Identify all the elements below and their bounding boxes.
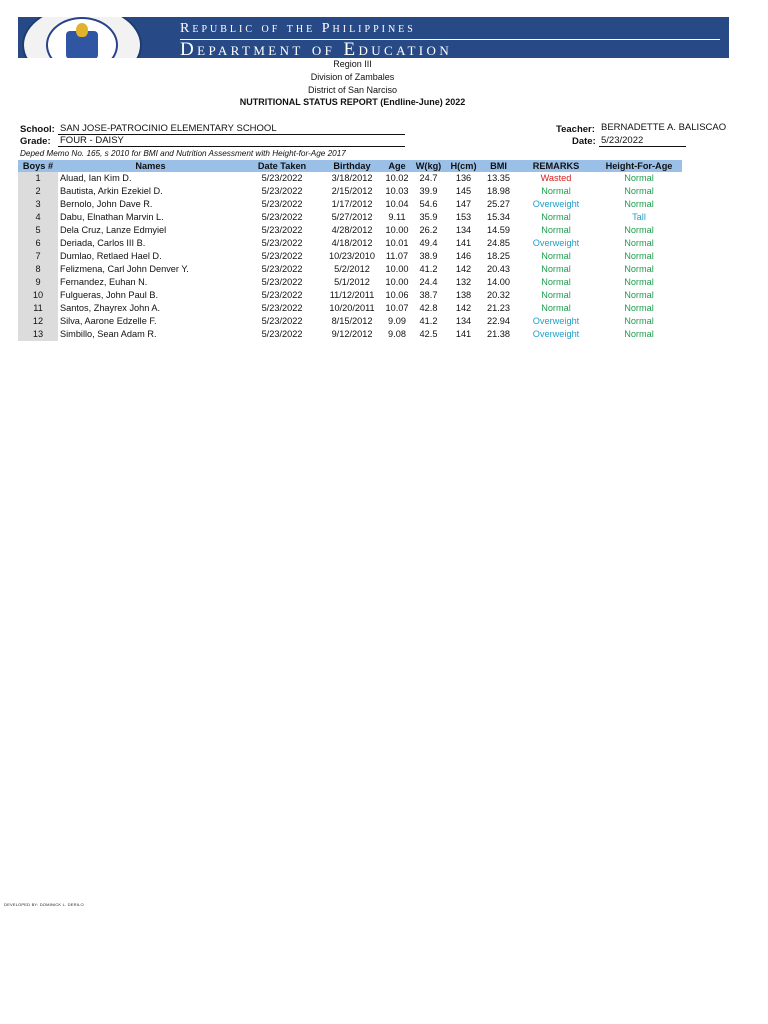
age-cell: 10.06 — [385, 290, 409, 300]
table-row — [18, 276, 682, 289]
birthday-cell: 1/17/2012 — [331, 199, 373, 209]
height-for-age-cell: Normal — [624, 277, 654, 287]
student-name-cell: Fulgueras, John Paul B. — [60, 290, 159, 300]
grade-value: FOUR - DAISY — [60, 135, 124, 146]
height-for-age-cell: Normal — [624, 173, 654, 183]
remarks-cell: Normal — [541, 290, 571, 300]
table-row — [18, 263, 682, 276]
remarks-cell: Normal — [541, 251, 571, 261]
deped-banner — [18, 17, 729, 58]
nutrition-table — [18, 160, 682, 341]
height-cell: 142 — [455, 264, 472, 274]
col-header: REMARKS — [516, 160, 596, 172]
weight-cell: 38.9 — [419, 251, 438, 261]
date-taken-cell: 5/23/2022 — [261, 186, 303, 196]
district-text: District of San Narciso — [307, 85, 398, 95]
height-cell: 134 — [455, 225, 472, 235]
date-taken-cell: 5/23/2022 — [261, 329, 303, 339]
date-taken-cell: 5/23/2022 — [261, 303, 303, 313]
height-cell: 141 — [455, 238, 472, 248]
weight-cell: 39.9 — [419, 186, 438, 196]
region-text: Region III — [333, 59, 372, 69]
grade-label: Grade: — [20, 136, 51, 147]
date-taken-cell: 5/23/2022 — [261, 290, 303, 300]
remarks-cell: Normal — [541, 277, 571, 287]
remarks-cell: Overweight — [532, 199, 580, 209]
teacher-value: BERNADETTE A. BALISCAO — [601, 122, 727, 133]
birthday-cell: 10/23/2010 — [329, 251, 375, 261]
boy-number-cell: 11 — [18, 302, 58, 315]
bmi-cell: 25.27 — [487, 199, 510, 209]
height-for-age-cell: Normal — [624, 238, 654, 248]
weight-cell: 35.9 — [419, 212, 438, 222]
birthday-cell: 5/27/2012 — [331, 212, 373, 222]
student-name-cell: Dabu, Elnathan Marvin L. — [60, 212, 164, 222]
date-taken-cell: 5/23/2022 — [261, 251, 303, 261]
height-cell: 141 — [455, 329, 472, 339]
col-header: Birthday — [321, 160, 383, 172]
weight-cell: 24.7 — [419, 173, 438, 183]
table-row — [18, 172, 682, 185]
height-for-age-cell: Normal — [624, 199, 654, 209]
weight-cell: 49.4 — [419, 238, 438, 248]
grade-underline — [58, 146, 405, 147]
col-header: BMI — [481, 160, 516, 172]
boy-number-cell: 13 — [18, 328, 58, 341]
student-name-cell: Dela Cruz, Lanze Edmyiel — [60, 225, 167, 235]
date-taken-cell: 5/23/2022 — [261, 225, 303, 235]
birthday-cell: 9/12/2012 — [331, 329, 373, 339]
bmi-cell: 13.35 — [487, 173, 510, 183]
height-for-age-cell: Normal — [624, 225, 654, 235]
date-taken-cell: 5/23/2022 — [261, 199, 303, 209]
boy-number-cell: 5 — [18, 224, 58, 237]
bmi-cell: 20.32 — [487, 290, 510, 300]
bmi-cell: 15.34 — [487, 212, 510, 222]
height-for-age-cell: Normal — [624, 264, 654, 274]
height-for-age-cell: Normal — [624, 303, 654, 313]
table-row — [18, 250, 682, 263]
date-taken-cell: 5/23/2022 — [261, 212, 303, 222]
age-cell: 10.00 — [385, 225, 409, 235]
date-taken-cell: 5/23/2022 — [261, 264, 303, 274]
date-taken-cell: 5/23/2022 — [261, 238, 303, 248]
banner-republic-text: Republic of the Philippines — [180, 21, 416, 36]
bmi-cell: 18.98 — [487, 186, 510, 196]
remarks-cell: Overweight — [532, 329, 580, 339]
boy-number-cell: 9 — [18, 276, 58, 289]
remarks-cell: Normal — [541, 225, 571, 235]
col-header: Height-For-Age — [596, 160, 682, 172]
student-name-cell: Santos, Zhayrex John A. — [60, 303, 161, 313]
bmi-cell: 24.85 — [487, 238, 510, 248]
height-cell: 134 — [455, 316, 472, 326]
bmi-cell: 14.00 — [487, 277, 510, 287]
table-row — [18, 289, 682, 302]
height-for-age-cell: Normal — [624, 329, 654, 339]
height-cell: 136 — [455, 173, 472, 183]
remarks-cell: Normal — [541, 212, 571, 222]
birthday-cell: 10/20/2011 — [329, 303, 375, 313]
height-cell: 145 — [455, 186, 472, 196]
weight-cell: 42.8 — [419, 303, 438, 313]
boy-number-cell: 8 — [18, 263, 58, 276]
age-cell: 9.08 — [388, 329, 406, 339]
birthday-cell: 3/18/2012 — [331, 173, 373, 183]
student-name-cell: Silva, Aarone Edzelle F. — [60, 316, 157, 326]
height-cell: 147 — [455, 199, 472, 209]
table-row — [18, 211, 682, 224]
col-header: Boys # — [18, 160, 58, 172]
table-row — [18, 224, 682, 237]
boy-number-cell: 1 — [18, 172, 58, 185]
table-row — [18, 185, 682, 198]
date-underline — [599, 146, 686, 147]
weight-cell: 41.2 — [419, 316, 438, 326]
height-cell: 142 — [455, 303, 472, 313]
remarks-cell: Overweight — [532, 238, 580, 248]
age-cell: 10.01 — [385, 238, 409, 248]
birthday-cell: 5/2/2012 — [334, 264, 370, 274]
boy-number-cell: 6 — [18, 237, 58, 250]
student-name-cell: Aluad, Ian Kim D. — [60, 173, 132, 183]
table-row — [18, 328, 682, 341]
table-row — [18, 302, 682, 315]
teacher-label: Teacher: — [556, 124, 595, 135]
weight-cell: 26.2 — [419, 225, 438, 235]
birthday-cell: 5/1/2012 — [334, 277, 370, 287]
birthday-cell: 4/28/2012 — [331, 225, 373, 235]
boy-number-cell: 4 — [18, 211, 58, 224]
boy-number-cell: 3 — [18, 198, 58, 211]
birthday-cell: 4/18/2012 — [331, 238, 373, 248]
banner-department-text: Department of Education — [180, 39, 453, 58]
weight-cell: 42.5 — [419, 329, 438, 339]
height-for-age-cell: Normal — [624, 186, 654, 196]
col-header: Age — [383, 160, 411, 172]
boy-number-cell: 2 — [18, 185, 58, 198]
table-header-row — [18, 160, 682, 172]
weight-cell: 38.7 — [419, 290, 438, 300]
remarks-cell: Overweight — [532, 316, 580, 326]
weight-cell: 41.2 — [419, 264, 438, 274]
table-row — [18, 198, 682, 211]
student-name-cell: Bautista, Arkin Ezekiel D. — [60, 186, 163, 196]
student-name-cell: Fernandez, Euhan N. — [60, 277, 148, 287]
col-header: Names — [58, 160, 243, 172]
weight-cell: 54.6 — [419, 199, 438, 209]
date-label: Date: — [572, 136, 596, 147]
boy-number-cell: 7 — [18, 250, 58, 263]
bmi-cell: 21.23 — [487, 303, 510, 313]
remarks-cell: Wasted — [540, 173, 572, 183]
developer-credit: DEVELOPED BY: DOMINICK L. DERILO — [4, 902, 84, 907]
height-cell: 153 — [455, 212, 472, 222]
bmi-cell: 20.43 — [487, 264, 510, 274]
student-name-cell: Dumlao, Retlaed Hael D. — [60, 251, 162, 261]
height-for-age-cell: Normal — [624, 316, 654, 326]
age-cell: 10.03 — [385, 186, 409, 196]
height-cell: 138 — [455, 290, 472, 300]
remarks-cell: Normal — [541, 186, 571, 196]
boy-number-cell: 10 — [18, 289, 58, 302]
weight-cell: 24.4 — [419, 277, 438, 287]
age-cell: 11.07 — [385, 251, 409, 261]
table-row — [18, 315, 682, 328]
student-name-cell: Felizmena, Carl John Denver Y. — [60, 264, 189, 274]
height-for-age-cell: Tall — [632, 212, 646, 222]
age-cell: 10.02 — [385, 173, 409, 183]
col-header: Date Taken — [243, 160, 321, 172]
date-value: 5/23/2022 — [601, 135, 644, 146]
division-text: Division of Zambales — [310, 72, 395, 82]
age-cell: 10.04 — [385, 199, 409, 209]
height-for-age-cell: Normal — [624, 251, 654, 261]
report-title: NUTRITIONAL STATUS REPORT (Endline-June) 2022 — [239, 97, 466, 107]
col-header: H(cm) — [446, 160, 481, 172]
age-cell: 9.09 — [388, 316, 406, 326]
school-label: School: — [20, 124, 55, 135]
age-cell: 10.07 — [385, 303, 409, 313]
date-taken-cell: 5/23/2022 — [261, 277, 303, 287]
student-name-cell: Simbillo, Sean Adam R. — [60, 329, 157, 339]
col-header: W(kg) — [411, 160, 446, 172]
student-name-cell: Deriada, Carlos III B. — [60, 238, 146, 248]
bmi-cell: 22.94 — [487, 316, 510, 326]
deped-seal-icon — [22, 17, 142, 58]
birthday-cell: 8/15/2012 — [331, 316, 373, 326]
height-for-age-cell: Normal — [624, 290, 654, 300]
table-row — [18, 237, 682, 250]
age-cell: 10.00 — [385, 264, 409, 274]
date-taken-cell: 5/23/2022 — [261, 316, 303, 326]
memo-note: Deped Memo No. 165, s 2010 for BMI and Nutrition Assessment with Height-for-Age 2017 — [20, 149, 346, 158]
height-cell: 132 — [455, 277, 472, 287]
remarks-cell: Normal — [541, 303, 571, 313]
boy-number-cell: 12 — [18, 315, 58, 328]
height-cell: 146 — [455, 251, 472, 261]
bmi-cell: 14.59 — [487, 225, 510, 235]
student-name-cell: Bernolo, John Dave R. — [60, 199, 153, 209]
remarks-cell: Normal — [541, 264, 571, 274]
birthday-cell: 11/12/2011 — [329, 290, 375, 300]
bmi-cell: 21.38 — [487, 329, 510, 339]
school-value: SAN JOSE-PATROCINIO ELEMENTARY SCHOOL — [60, 123, 277, 134]
age-cell: 9.11 — [388, 212, 406, 222]
age-cell: 10.00 — [385, 277, 409, 287]
bmi-cell: 18.25 — [487, 251, 510, 261]
birthday-cell: 2/15/2012 — [331, 186, 373, 196]
date-taken-cell: 5/23/2022 — [261, 173, 303, 183]
